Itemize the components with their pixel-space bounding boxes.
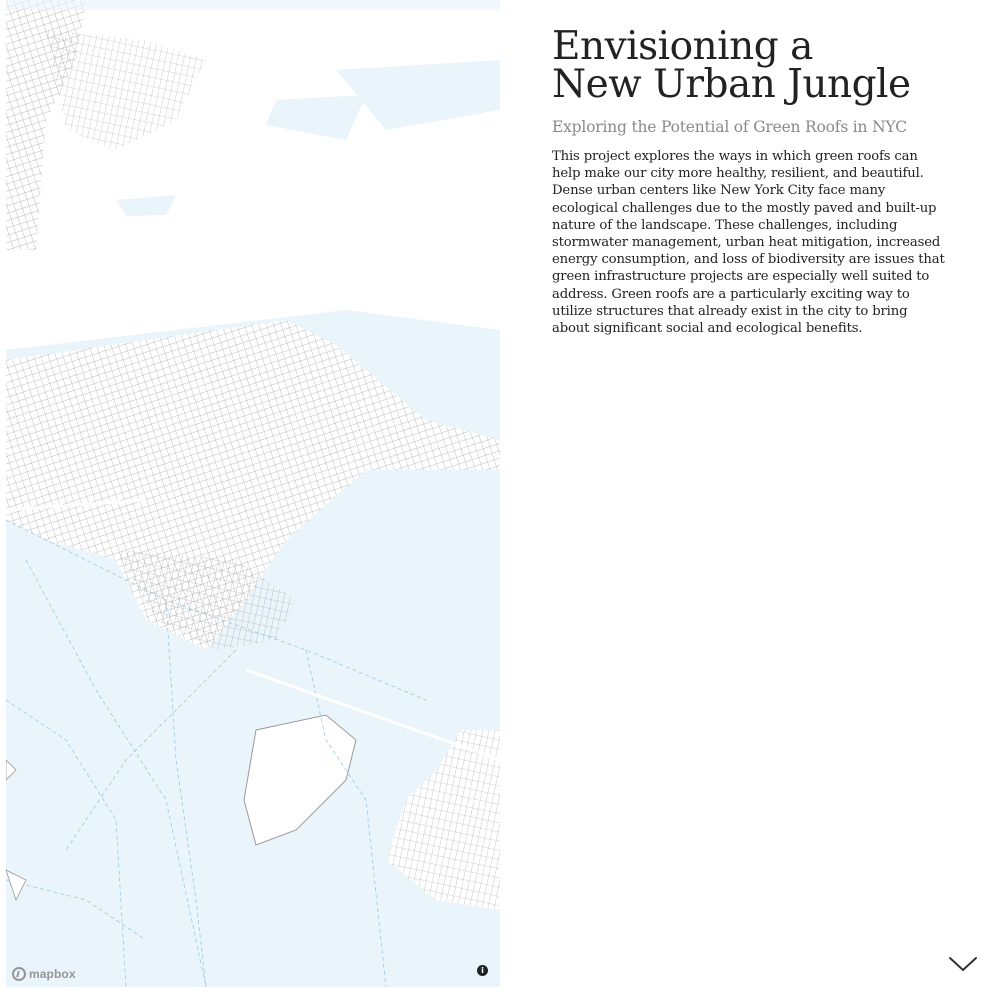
- map-tile-lower: [6, 310, 500, 987]
- mapbox-logo[interactable]: [12, 967, 76, 981]
- title-line-1: Envisioning a: [552, 24, 813, 69]
- mapbox-logo-text: mapbox: [29, 967, 76, 981]
- title-line-2: New Urban Jungle: [552, 62, 911, 107]
- intro-paragraph: This project explores the ways in which green roofs can help make our city more healthy, resilient, and beautiful. Dense urban centers like New York City face many ecological challenges due to the mostly paved and built-up nature of the landscape. These challenges, including stormwater management, urban heat mitigation, increased energy consumption, and loss of biodiversity are issues that green infrastructure projects are especially well suited to address. Green roofs are a particularly exciting way to utilize structures that already exist in the city to bring about significant social and ecological benefits.: [552, 149, 945, 337]
- mapbox-mark-icon: [12, 967, 26, 981]
- chevron-down-icon[interactable]: [948, 956, 978, 972]
- intro-panel: [552, 24, 947, 337]
- map-canvas[interactable]: [6, 0, 500, 987]
- map-view[interactable]: [6, 0, 500, 987]
- map-tile-upper: [6, 0, 500, 250]
- info-icon[interactable]: i: [477, 965, 488, 976]
- page-subtitle: Exploring the Potential of Green Roofs in NYC: [552, 118, 907, 136]
- page-title: [552, 24, 947, 107]
